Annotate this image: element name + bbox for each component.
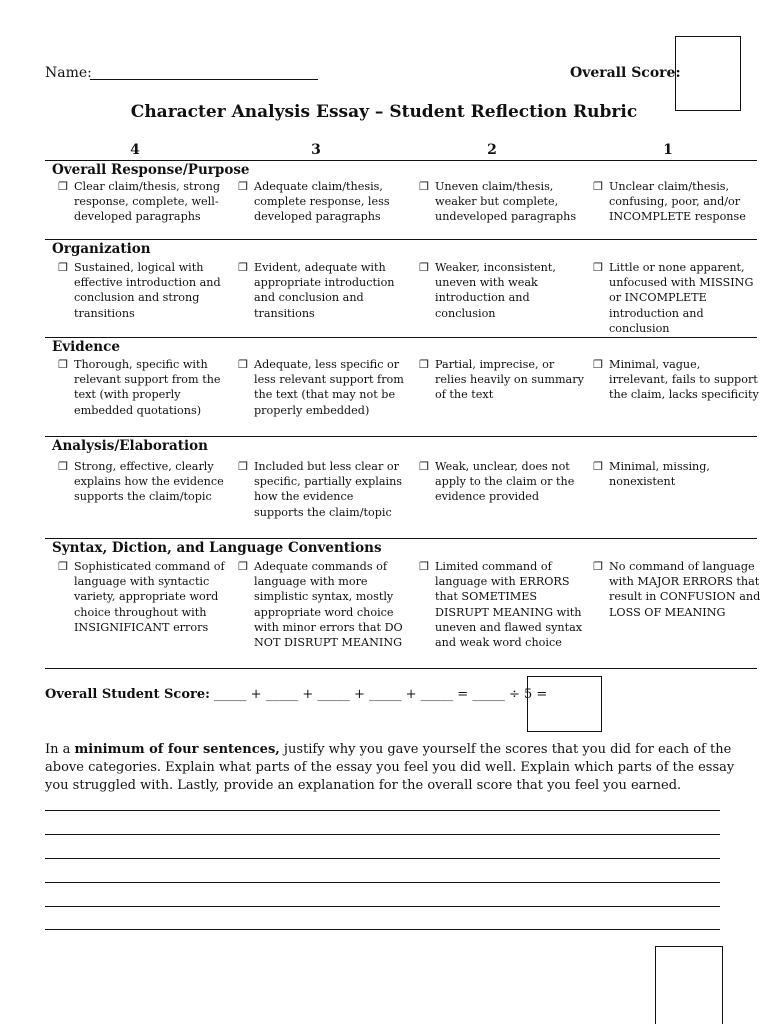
name-field[interactable] [90,79,318,80]
row-divider [45,160,757,161]
criterion-cell: ❐ No command of language with MAJOR ERRORS that result in CONFUSION and LOSS OF MEANING [593,560,761,619]
score-formula[interactable]: _____ + _____ + _____ + _____ + _____ = _____ ÷ 5 = [214,687,548,702]
corner-box[interactable] [655,946,723,1024]
criterion-cell: ❐ Thorough, specific with relevant support from the text (with properly embedded quotations) [58,358,221,417]
checkbox-icon[interactable]: ❐ [419,261,429,274]
criterion-cell: ❐ Minimal, missing, nonexistent [593,460,710,489]
checkbox-icon[interactable]: ❐ [58,261,68,274]
checkbox-icon[interactable]: ❐ [58,180,68,193]
checkbox-icon[interactable]: ❐ [58,560,68,573]
name-label: Name: [45,65,92,81]
row-divider [45,668,757,669]
criterion-cell: ❐ Minimal, vague, irrelevant, fails to support the claim, lacks specificity [593,358,759,402]
criterion-cell: ❐ Unclear claim/thesis, confusing, poor, and/or INCOMPLETE response [593,180,746,224]
row-divider [45,436,757,437]
criterion-cell: ❐ Uneven claim/thesis, weaker but complete, undeveloped paragraphs [419,180,577,224]
criterion-cell: ❐ Little or none apparent, unfocused with MISSING or INCOMPLETE introduction and conclusion [593,261,754,335]
criterion-cell: ❐ Strong, effective, clearly explains how the evidence supports the claim/topic [58,460,224,504]
column-header-4: 4 [130,142,140,158]
section-title-organization: Organization [52,241,151,257]
overall-score-box[interactable] [675,36,741,111]
writing-line[interactable] [45,810,720,811]
column-header-1: 1 [663,142,673,158]
column-header-3: 3 [311,142,321,158]
checkbox-icon[interactable]: ❐ [593,358,603,371]
section-title-overall-response: Overall Response/Purpose [52,162,250,178]
checkbox-icon[interactable]: ❐ [419,180,429,193]
section-title-analysis: Analysis/Elaboration [52,438,208,454]
checkbox-icon[interactable]: ❐ [58,460,68,473]
checkbox-icon[interactable]: ❐ [419,460,429,473]
checkbox-icon[interactable]: ❐ [593,460,603,473]
criterion-cell: ❐ Limited command of language with ERRORS that SOMETIMES DISRUPT MEANING with uneven and flawed syntax and weak word choice [419,560,583,650]
checkbox-icon[interactable]: ❐ [238,180,248,193]
criterion-cell: ❐ Evident, adequate with appropriate introduction and conclusion and transitions [238,261,395,320]
prompt-emphasis: minimum of four sentences, [74,742,280,757]
checkbox-icon[interactable]: ❐ [419,358,429,371]
checkbox-icon[interactable]: ❐ [593,261,603,274]
criterion-cell: ❐ Sustained, logical with effective introduction and conclusion and strong transitions [58,261,221,320]
criterion-cell: ❐ Sophisticated command of language with syntactic variety, appropriate word choice throughout with INSIGNIFICANT errors [58,560,225,634]
writing-line[interactable] [45,834,720,835]
criterion-cell: ❐ Weak, unclear, does not apply to the claim or the evidence provided [419,460,575,504]
section-title-syntax: Syntax, Diction, and Language Conventions [52,540,382,556]
row-divider [45,239,757,240]
writing-line[interactable] [45,882,720,883]
checkbox-icon[interactable]: ❐ [238,560,248,573]
criterion-cell: ❐ Adequate, less specific or less relevant support from the text (that may not be properly embedded) [238,358,404,417]
checkbox-icon[interactable]: ❐ [238,358,248,371]
checkbox-icon[interactable]: ❐ [58,358,68,371]
row-divider [45,337,757,338]
criterion-cell: ❐ Included but less clear or specific, partially explains how the evidence supports the claim/topic [238,460,403,519]
criterion-cell: ❐ Weaker, inconsistent, uneven with weak introduction and conclusion [419,261,556,320]
overall-student-score [45,687,547,702]
checkbox-icon[interactable]: ❐ [419,560,429,573]
page-title: Character Analysis Essay – Student Reflection Rubric [130,102,638,122]
criterion-cell: ❐ Adequate claim/thesis, complete response, less developed paragraphs [238,180,390,224]
criterion-cell: ❐ Clear claim/thesis, strong response, complete, well-developed paragraphs [58,180,220,224]
checkbox-icon[interactable]: ❐ [238,460,248,473]
row-divider [45,538,757,539]
writing-line[interactable] [45,929,720,930]
checkbox-icon[interactable]: ❐ [238,261,248,274]
checkbox-icon[interactable]: ❐ [593,180,603,193]
column-header-2: 2 [487,142,497,158]
criterion-cell: ❐ Adequate commands of language with more simplistic syntax, mostly appropriate word choice with minor errors that DO NOT DISRUPT MEANING [238,560,403,650]
section-title-evidence: Evidence [52,339,120,355]
checkbox-icon[interactable]: ❐ [593,560,603,573]
criterion-cell: ❐ Partial, imprecise, or relies heavily on summary of the text [419,358,584,402]
reflection-prompt: In a minimum of four sentences, justify why you gave yourself the scores that you did for each of the above categories. Explain what parts of the essay you feel you did well. Explain which parts of the essay you struggled with. Lastly, provide an explanation for the overall score that you feel you earned. [45,742,735,793]
overall-score-label: Overall Score: [570,65,681,81]
writing-line[interactable] [45,906,720,907]
overall-student-score-label: Overall Student Score: [45,687,210,702]
writing-line[interactable] [45,858,720,859]
overall-student-score-box[interactable] [527,676,602,732]
